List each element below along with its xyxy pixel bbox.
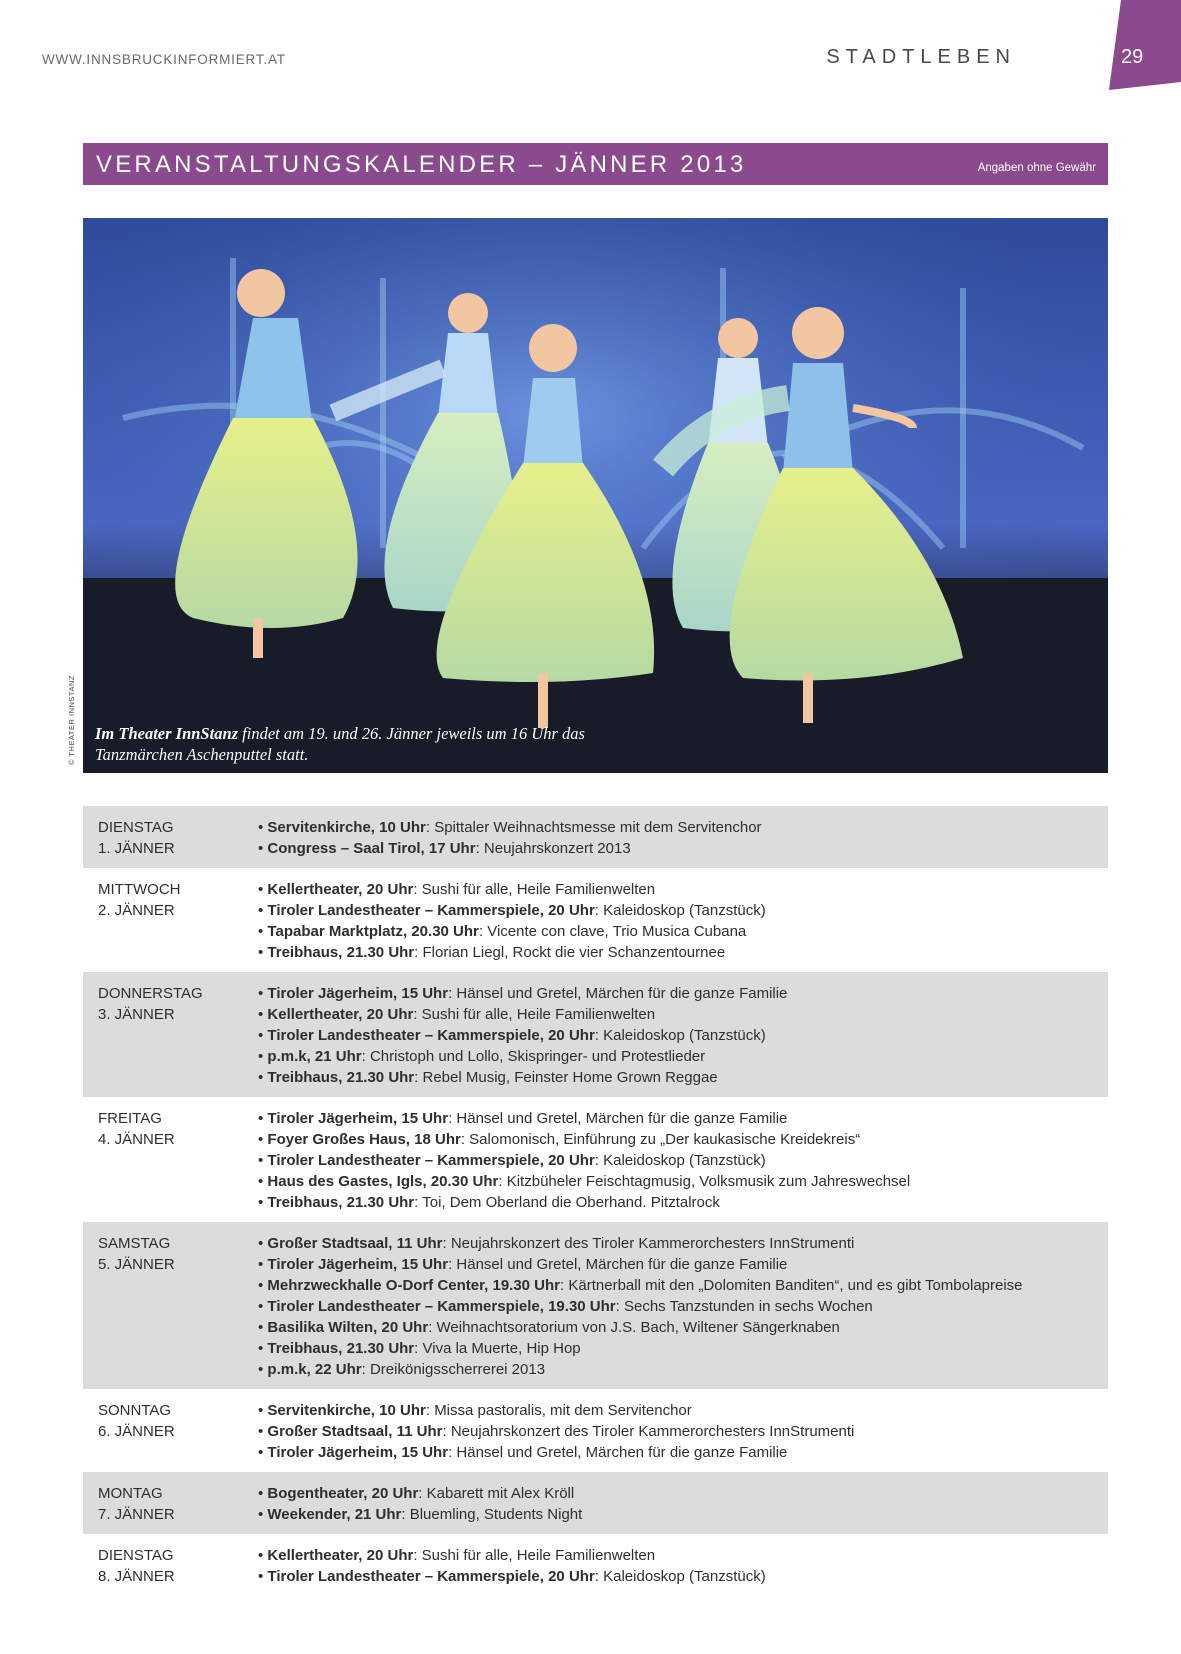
separator: : <box>560 1277 569 1294</box>
event-venue: Bogentheater, 20 Uhr <box>267 1485 419 1502</box>
event-description: Toi, Dem Oberland die Oberhand. Pitztalrock <box>422 1194 720 1211</box>
day-label <box>83 817 258 859</box>
day-row <box>83 1534 1108 1596</box>
event-item <box>258 1046 1108 1067</box>
section-title: STADTLEBEN <box>826 46 1016 68</box>
event-description: Bluemling, Students Night <box>409 1506 583 1523</box>
event-venue: Servitenkirche, 10 Uhr <box>267 819 426 836</box>
event-item <box>258 838 1108 859</box>
event-venue: Tiroler Landestheater – Kammerspiele, 20 Uhr <box>267 902 595 919</box>
separator: : <box>594 1027 604 1044</box>
event-item <box>258 1317 1108 1338</box>
bullet-icon: • <box>258 1069 268 1086</box>
calendar-title-bar <box>83 143 1108 185</box>
event-item <box>258 1254 1108 1275</box>
bullet-icon: • <box>258 1277 268 1294</box>
separator: : <box>478 923 488 940</box>
day-row <box>83 1222 1108 1389</box>
bullet-icon: • <box>258 1568 268 1585</box>
bullet-icon: • <box>258 1173 268 1190</box>
event-item <box>258 817 1108 838</box>
event-venue: p.m.k, 21 Uhr <box>267 1048 362 1065</box>
separator: : <box>425 1402 435 1419</box>
event-venue: Treibhaus, 21.30 Uhr <box>267 1340 415 1357</box>
event-item <box>258 1129 1108 1150</box>
date: 1. JÄNNER <box>98 840 175 857</box>
event-description: Spittaler Weihnachtsmesse mit dem Servitenchor <box>434 819 762 836</box>
weekday: SONNTAG <box>98 1402 172 1419</box>
date: 7. JÄNNER <box>98 1506 175 1523</box>
weekday: SAMSTAG <box>98 1235 171 1252</box>
event-description: Neujahrskonzert des Tiroler Kammerorchesters InnStrumenti <box>450 1423 855 1440</box>
day-label <box>83 983 258 1088</box>
event-venue: Tiroler Jägerheim, 15 Uhr <box>267 1444 449 1461</box>
separator: : <box>361 1048 370 1065</box>
event-venue: Tiroler Landestheater – Kammerspiele, 20 Uhr <box>267 1027 595 1044</box>
separator: : <box>414 944 423 961</box>
separator: : <box>594 902 604 919</box>
event-item <box>258 1192 1108 1213</box>
weekday: MITTWOCH <box>98 881 181 898</box>
event-venue: Tapabar Marktplatz, 20.30 Uhr <box>267 923 479 940</box>
event-list <box>258 983 1108 1088</box>
bullet-icon: • <box>258 1485 268 1502</box>
event-venue: Haus des Gastes, Igls, 20.30 Uhr <box>267 1173 499 1190</box>
bullet-icon: • <box>258 1006 268 1023</box>
bullet-icon: • <box>258 1423 268 1440</box>
event-item <box>258 1025 1108 1046</box>
event-list <box>258 817 1108 859</box>
separator: : <box>460 1131 470 1148</box>
day-label <box>83 879 258 963</box>
event-item <box>258 1067 1108 1088</box>
event-item <box>258 1171 1108 1192</box>
event-venue: p.m.k, 22 Uhr <box>267 1361 362 1378</box>
event-venue: Kellertheater, 20 Uhr <box>267 881 414 898</box>
event-description: Kaleidoskop (Tanzstück) <box>603 1152 766 1169</box>
date: 6. JÄNNER <box>98 1423 175 1440</box>
bullet-icon: • <box>258 1547 268 1564</box>
weekday: DONNERSTAG <box>98 985 203 1002</box>
caption-bold: Im Theater InnStanz <box>95 724 239 743</box>
bullet-icon: • <box>258 819 268 836</box>
bullet-icon: • <box>258 985 268 1002</box>
event-item <box>258 1504 1108 1525</box>
event-venue: Tiroler Landestheater – Kammerspiele, 20 Uhr <box>267 1152 595 1169</box>
page-number-tab <box>1106 0 1181 90</box>
event-venue: Kellertheater, 20 Uhr <box>267 1547 414 1564</box>
separator: : <box>413 1006 422 1023</box>
calendar-title: VERANSTALTUNGSKALENDER – JÄNNER 2013 <box>96 151 747 178</box>
event-description: Sushi für alle, Heile Familienwelten <box>421 881 656 898</box>
event-description: Kärtnerball mit den „Dolomiten Banditen“, und es gibt Tombolapreise <box>568 1277 1023 1294</box>
photo-credit: © THEATER INNSTANZ <box>67 675 76 765</box>
event-description: Sushi für alle, Heile Familienwelten <box>421 1547 656 1564</box>
event-item <box>258 1150 1108 1171</box>
separator: : <box>448 985 457 1002</box>
event-description: Kaleidoskop (Tanzstück) <box>603 1027 766 1044</box>
day-label <box>83 1233 258 1380</box>
event-item <box>258 1442 1108 1463</box>
event-venue: Treibhaus, 21.30 Uhr <box>267 1069 415 1086</box>
bullet-icon: • <box>258 1361 268 1378</box>
day-row <box>83 1097 1108 1222</box>
event-venue: Foyer Großes Haus, 18 Uhr <box>267 1131 461 1148</box>
bullet-icon: • <box>258 881 268 898</box>
event-list <box>258 1233 1108 1380</box>
separator: : <box>425 819 435 836</box>
event-venue: Congress – Saal Tirol, 17 Uhr <box>267 840 476 857</box>
bullet-icon: • <box>258 1131 268 1148</box>
separator: : <box>418 1485 427 1502</box>
bullet-icon: • <box>258 1402 268 1419</box>
separator: : <box>594 1568 604 1585</box>
day-label <box>83 1545 258 1587</box>
separator: : <box>448 1256 457 1273</box>
event-description: Weihnachtsoratorium von J.S. Bach, Wiltener Sängerknaben <box>436 1319 840 1336</box>
event-list <box>258 1545 1108 1587</box>
event-item <box>258 1004 1108 1025</box>
weekday: MONTAG <box>98 1485 163 1502</box>
event-description: Florian Liegl, Rockt die vier Schanzentournee <box>422 944 726 961</box>
event-venue: Tiroler Landestheater – Kammerspiele, 20 Uhr <box>267 1568 595 1585</box>
event-description: Viva la Muerte, Hip Hop <box>422 1340 581 1357</box>
event-item <box>258 1545 1108 1566</box>
event-item <box>258 921 1108 942</box>
event-description: Christoph und Lollo, Skispringer- und Protestlieder <box>369 1048 706 1065</box>
bullet-icon: • <box>258 1152 268 1169</box>
bullet-icon: • <box>258 840 268 857</box>
dance-photo <box>83 218 1108 773</box>
bullet-icon: • <box>258 1256 268 1273</box>
event-venue: Treibhaus, 21.30 Uhr <box>267 1194 415 1211</box>
separator: : <box>594 1152 604 1169</box>
event-description: Sushi für alle, Heile Familienwelten <box>421 1006 656 1023</box>
event-description: Dreikönigsscherrerei 2013 <box>369 1361 546 1378</box>
event-description: Kabarett mit Alex Kröll <box>426 1485 575 1502</box>
event-venue: Großer Stadtsaal, 11 Uhr <box>267 1235 443 1252</box>
date: 8. JÄNNER <box>98 1568 175 1585</box>
separator: : <box>414 1069 423 1086</box>
event-item <box>258 1566 1108 1587</box>
event-description: Kaleidoskop (Tanzstück) <box>603 902 766 919</box>
separator: : <box>401 1506 410 1523</box>
date: 5. JÄNNER <box>98 1256 175 1273</box>
separator: : <box>442 1423 451 1440</box>
separator: : <box>498 1173 507 1190</box>
weekday: FREITAG <box>98 1110 162 1127</box>
day-label <box>83 1483 258 1525</box>
separator: : <box>448 1444 457 1461</box>
page-number: 29 <box>1121 46 1144 68</box>
disclaimer-note: Angaben ohne Gewähr <box>977 162 1096 174</box>
event-item <box>258 983 1108 1004</box>
day-label <box>83 1400 258 1463</box>
event-calendar <box>83 806 1108 1596</box>
event-item <box>258 1421 1108 1442</box>
caption-text: findet am 19. und 26. Jänner jeweils um 16 Uhr das Tanzmärchen Aschenputtel statt. <box>95 724 585 764</box>
bullet-icon: • <box>258 1048 268 1065</box>
separator: : <box>615 1298 624 1315</box>
event-venue: Tiroler Jägerheim, 15 Uhr <box>267 985 449 1002</box>
event-description: Hänsel und Gretel, Märchen für die ganze Familie <box>456 985 788 1002</box>
day-label <box>83 1108 258 1213</box>
event-venue: Kellertheater, 20 Uhr <box>267 1006 414 1023</box>
bullet-icon: • <box>258 1194 268 1211</box>
event-item <box>258 1296 1108 1317</box>
separator: : <box>414 1340 423 1357</box>
bullet-icon: • <box>258 923 268 940</box>
event-description: Sechs Tanzstunden in sechs Wochen <box>623 1298 873 1315</box>
event-venue: Großer Stadtsaal, 11 Uhr <box>267 1423 443 1440</box>
event-item <box>258 1400 1108 1421</box>
event-item <box>258 1233 1108 1254</box>
separator: : <box>414 1194 423 1211</box>
separator: : <box>448 1110 457 1127</box>
date: 3. JÄNNER <box>98 1006 175 1023</box>
bullet-icon: • <box>258 1027 268 1044</box>
separator: : <box>413 881 422 898</box>
separator: : <box>442 1235 451 1252</box>
event-venue: Basilika Wilten, 20 Uhr <box>267 1319 429 1336</box>
site-url[interactable]: WWW.INNSBRUCKINFORMIERT.AT <box>42 52 286 67</box>
event-item <box>258 900 1108 921</box>
event-description: Kitzbüheler Feischtagmusig, Volksmusik zum Jahreswechsel <box>506 1173 911 1190</box>
event-venue: Tiroler Jägerheim, 15 Uhr <box>267 1110 449 1127</box>
event-item <box>258 1275 1108 1296</box>
bullet-icon: • <box>258 1110 268 1127</box>
day-row <box>83 806 1108 868</box>
bullet-icon: • <box>258 902 268 919</box>
event-list <box>258 879 1108 963</box>
event-venue: Weekender, 21 Uhr <box>267 1506 402 1523</box>
event-description: Salomonisch, Einführung zu „Der kaukasische Kreidekreis“ <box>469 1131 861 1148</box>
event-description: Neujahrskonzert 2013 <box>483 840 631 857</box>
event-description: Neujahrskonzert des Tiroler Kammerorchesters InnStrumenti <box>450 1235 855 1252</box>
event-description: Kaleidoskop (Tanzstück) <box>603 1568 766 1585</box>
bullet-icon: • <box>258 1235 268 1252</box>
weekday: DIENSTAG <box>98 819 174 836</box>
event-description: Rebel Musig, Feinster Home Grown Reggae <box>422 1069 718 1086</box>
separator: : <box>475 840 484 857</box>
date: 4. JÄNNER <box>98 1131 175 1148</box>
event-venue: Tiroler Jägerheim, 15 Uhr <box>267 1256 449 1273</box>
separator: : <box>413 1547 422 1564</box>
bullet-icon: • <box>258 1319 268 1336</box>
bullet-icon: • <box>258 944 268 961</box>
event-venue: Treibhaus, 21.30 Uhr <box>267 944 415 961</box>
event-list <box>258 1108 1108 1213</box>
day-row <box>83 868 1108 972</box>
photo-caption <box>95 723 615 765</box>
event-venue: Mehrzweckhalle O-Dorf Center, 19.30 Uhr <box>267 1277 561 1294</box>
event-item <box>258 942 1108 963</box>
day-row <box>83 1389 1108 1472</box>
event-description: Hänsel und Gretel, Märchen für die ganze Familie <box>456 1256 788 1273</box>
day-row <box>83 1472 1108 1534</box>
event-item <box>258 1359 1108 1380</box>
separator: : <box>361 1361 370 1378</box>
event-venue: Tiroler Landestheater – Kammerspiele, 19.30 Uhr <box>267 1298 616 1315</box>
event-item <box>258 1108 1108 1129</box>
event-item <box>258 879 1108 900</box>
event-list <box>258 1483 1108 1525</box>
dancers-illustration <box>83 218 1108 773</box>
date: 2. JÄNNER <box>98 902 175 919</box>
bullet-icon: • <box>258 1298 268 1315</box>
day-row <box>83 972 1108 1097</box>
bullet-icon: • <box>258 1444 268 1461</box>
event-item <box>258 1483 1108 1504</box>
event-description: Hänsel und Gretel, Märchen für die ganze Familie <box>456 1444 788 1461</box>
event-item <box>258 1338 1108 1359</box>
event-venue: Servitenkirche, 10 Uhr <box>267 1402 426 1419</box>
event-description: Missa pastoralis, mit dem Servitenchor <box>434 1402 692 1419</box>
separator: : <box>428 1319 437 1336</box>
event-list <box>258 1400 1108 1463</box>
bullet-icon: • <box>258 1340 268 1357</box>
event-description: Hänsel und Gretel, Märchen für die ganze Familie <box>456 1110 788 1127</box>
event-description: Vicente con clave, Trio Musica Cubana <box>487 923 747 940</box>
bullet-icon: • <box>258 1506 268 1523</box>
weekday: DIENSTAG <box>98 1547 174 1564</box>
